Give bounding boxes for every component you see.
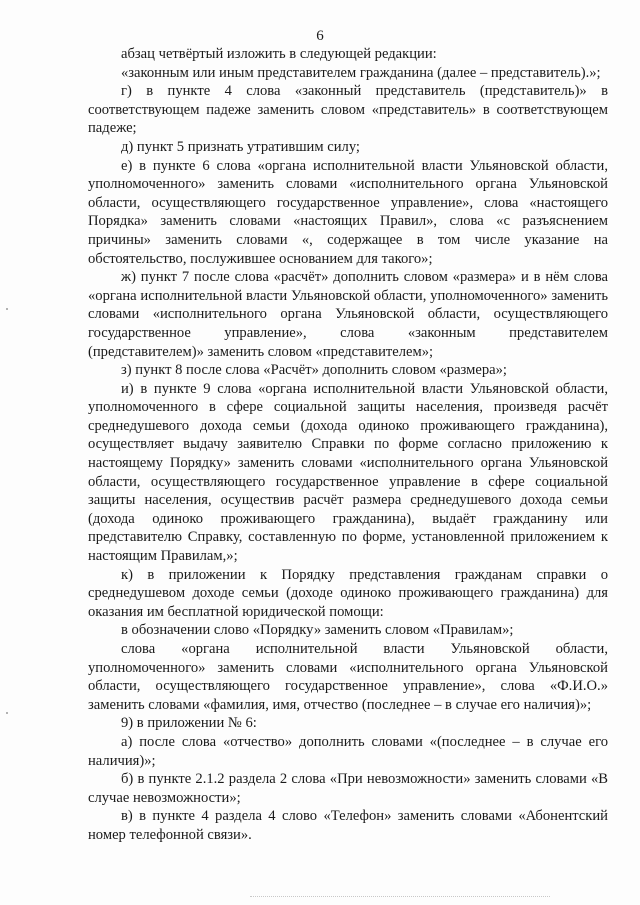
paragraph: к) в приложении к Порядку представления гражданам справки о среднедушевом доходе семьи (доходе одиноко проживающего гражданина) для оказания им бесплатной юридической помощи: [88,566,608,620]
document-body [88,45,608,845]
paragraph: слова «органа исполнительной власти Ульяновской области, уполномоченного» заменить словами «исполнительного органа Ульяновской области, осуществляющего государственное управление», слова «Ф.И.О.» заменить словами «фамилия, имя, отчество (последнее – в случае его наличия)»; [88,641,608,713]
page-number: 6 [316,28,324,44]
paragraph: и) в пункте 9 слова «органа исполнительной власти Ульяновской области, уполномоченного в сфере социальной защиты населения, произведя расчёт среднедушевого дохода семьи (дохода одиноко проживающего гражданина), осуществляет выдачу заявителю Справки по форме согласно приложению к настоящему Порядку» заменить словами «исполнительного органа Ульяновской области, осуществляющего государственное управление в сфере социальной защиты населения, осуществив расчёт размера среднедушевого дохода семьи (дохода одиноко проживающего гражданина), выдаёт гражданину или представителю Справку, составленную по форме, установленной приложением к настоящим Правилам,»; [88,380,608,565]
paragraph: а) после слова «отчество» дополнить словами «(последнее – в случае его наличия)»; [88,733,608,769]
paragraph: «законным или иным представителем гражданина (далее – представитель).»; [121,64,601,81]
scan-speck [6,712,8,714]
paragraph: в) в пункте 4 раздела 4 слово «Телефон» заменить словами «Абонентский номер телефонной связи». [88,808,608,843]
paragraph: б) в пункте 2.1.2 раздела 2 слова «При невозможности» заменить словами «В случае невозможности»; [88,771,608,806]
scan-artifact [250,896,550,899]
paragraph: д) пункт 5 признать утратившим силу; [121,138,360,155]
scan-speck [6,308,8,310]
paragraph: з) пункт 8 после слова «Расчёт» дополнить словом «размера»; [121,362,507,379]
paragraph: г) в пункте 4 слова «законный представитель (представитель)» в соответствующем падеже заменить словом «представитель» в соответствующем падеже; [88,83,608,137]
paragraph: абзац четвёртый изложить в следующей редакции: [121,46,437,62]
paragraph: 9) в приложении № 6: [121,715,257,732]
paragraph: ж) пункт 7 после слова «расчёт» дополнить словом «размера» и в нём слова «органа исполнительной власти Ульяновской области, уполномоченного» заменить словами «исполнительного органа Ульяновской области, осуществляющего государственное управление», слова «законным представителем (представителем)» заменить словом «представителем»; [88,269,608,360]
paragraph: е) в пункте 6 слова «органа исполнительной власти Ульяновской области, уполномоченного» заменить словами «исполнительного органа Ульяновской области, осуществляющего государственное управление», слова «настоящего Порядка» заменить словами «настоящих Правил», слова «с разъяснением причины» заменить словами «, содержащее в том числе указание на обстоятельство, послужившее основанием для такого»; [88,157,608,267]
paragraph: в обозначении слово «Порядку» заменить словом «Правилам»; [121,622,514,639]
